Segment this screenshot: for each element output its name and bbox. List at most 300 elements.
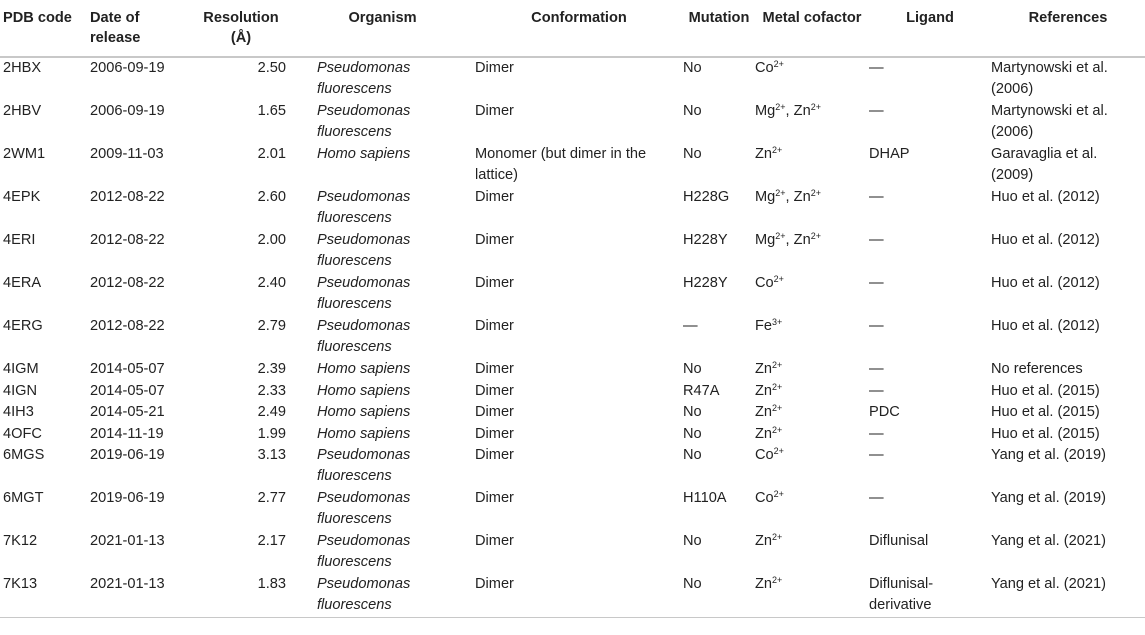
- resolution-text: 1.99: [257, 425, 286, 442]
- metal-element: Mg: [755, 232, 776, 248]
- conformation-line-1: Dimer: [475, 103, 514, 119]
- conformation-line-1: Dimer: [475, 361, 514, 377]
- ligand-line-1: —: [869, 189, 884, 205]
- cell-references: [991, 359, 1145, 381]
- cell-resolution: [192, 445, 290, 488]
- metal-charge: 2+: [810, 231, 821, 241]
- organism-line-1: Pseudomonas: [317, 576, 411, 592]
- cell-references: [991, 424, 1145, 446]
- cell-ligand: [869, 230, 991, 273]
- ligand-line-1: Diflunisal-: [869, 576, 934, 592]
- cell-metal-cofactor: $Mg^{2+}$, $Zn^{2+}$: [755, 102, 821, 119]
- cell-date: [90, 402, 192, 424]
- organism-line-1: Homo sapiens: [317, 146, 411, 162]
- ligand-line-1: —: [869, 60, 884, 76]
- table-row: [0, 187, 1145, 230]
- organism-line-1: Pseudomonas: [317, 275, 411, 291]
- cell-date: [90, 359, 192, 381]
- table-row: [0, 574, 1145, 618]
- organism-line-1: Homo sapiens: [317, 361, 411, 377]
- cell-mutation: [683, 531, 755, 574]
- organism-line-2: fluorescens: [317, 339, 392, 355]
- cell-pdb-code: [0, 359, 90, 381]
- table-row: [0, 57, 1145, 101]
- metal-charge: 2+: [773, 446, 784, 456]
- cell-date: [90, 445, 192, 488]
- reference-line-1: Huo et al. (2012): [991, 275, 1100, 291]
- organism-line-1: Homo sapiens: [317, 425, 411, 442]
- organism-line-2: fluorescens: [317, 296, 392, 312]
- cell-ligand: [869, 359, 991, 381]
- metal-charge: 2+: [773, 489, 784, 499]
- date-text: 2014-05-07: [90, 361, 165, 377]
- cell-organism: [290, 57, 475, 101]
- metal-element: Zn: [755, 533, 773, 549]
- conformation-line-1: Dimer: [475, 60, 514, 76]
- date-text: 2009-11-03: [90, 146, 164, 162]
- reference-line-1: Yang et al. (2019): [991, 447, 1106, 463]
- metal-element: Zn: [755, 404, 773, 420]
- cell-mutation: [683, 424, 755, 446]
- cell-references: [991, 144, 1145, 187]
- cell-resolution: [192, 424, 290, 446]
- cell-conformation: [475, 488, 683, 531]
- cell-pdb-code: [0, 144, 90, 187]
- cell-organism: [290, 101, 475, 144]
- metal-element: Zn: [755, 576, 773, 592]
- mutation-text: No: [683, 447, 702, 463]
- pdb-code-text: 7K12: [3, 533, 38, 549]
- metal-element: Mg: [755, 103, 776, 119]
- reference-line-1: No references: [991, 361, 1083, 377]
- cell-organism: [290, 273, 475, 316]
- metal-element: Fe: [755, 318, 773, 334]
- conformation-line-1: Dimer: [475, 533, 514, 549]
- metal-charge: 2+: [772, 360, 783, 370]
- cell-metal-cofactor: $Mg^{2+}$, $Zn^{2+}$: [755, 188, 821, 205]
- pdb-code-text: 4OFC: [3, 425, 42, 442]
- cell-metal-cofactor: [755, 574, 869, 618]
- mutation-text: No: [683, 146, 702, 162]
- cell-date: [90, 381, 192, 403]
- table-row: [0, 445, 1145, 488]
- resolution-text: 2.17: [257, 533, 286, 549]
- pdb-code-text: 4IH3: [3, 404, 34, 420]
- table-header: [0, 0, 1145, 57]
- cell-conformation: [475, 531, 683, 574]
- cell-date: [90, 144, 192, 187]
- header-metal-cofactor: Metal cofactor: [755, 0, 869, 57]
- resolution-text: 3.13: [257, 447, 286, 463]
- cell-ligand: [869, 424, 991, 446]
- cell-pdb-code: [0, 402, 90, 424]
- pdb-code-text: 6MGS: [3, 447, 45, 463]
- cell-ligand: [869, 574, 991, 618]
- organism-line-2: fluorescens: [317, 210, 392, 226]
- resolution-text: 2.50: [257, 60, 286, 76]
- cell-mutation: [683, 445, 755, 488]
- header-conformation: Conformation: [475, 0, 683, 57]
- reference-line-1: Yang et al. (2021): [991, 533, 1106, 549]
- organism-line-2: fluorescens: [317, 253, 392, 269]
- cell-mutation: [683, 101, 755, 144]
- organism-line-2: fluorescens: [317, 597, 392, 613]
- pdb-code-text: 4IGN: [3, 382, 38, 399]
- table-row: [0, 101, 1145, 144]
- cell-conformation: [475, 273, 683, 316]
- organism-line-2: fluorescens: [317, 554, 392, 570]
- cell-resolution: [192, 402, 290, 424]
- conformation-line-1: Dimer: [475, 189, 514, 205]
- conformation-line-1: Dimer: [475, 425, 514, 442]
- cell-date: [90, 574, 192, 618]
- ligand-line-1: —: [869, 232, 884, 248]
- cell-date: [90, 101, 192, 144]
- cell-resolution: [192, 359, 290, 381]
- cell-mutation: [683, 488, 755, 531]
- reference-line-1: Yang et al. (2021): [991, 576, 1106, 592]
- cell-pdb-code: [0, 488, 90, 531]
- cell-metal-cofactor: [755, 273, 869, 316]
- metal-element: Zn: [755, 146, 773, 162]
- mutation-text: No: [683, 60, 702, 76]
- ligand-line-1: —: [869, 382, 884, 399]
- conformation-line-1: Dimer: [475, 232, 514, 248]
- mutation-text: H228Y: [683, 275, 728, 291]
- cell-conformation: [475, 381, 683, 403]
- cell-references: [991, 574, 1145, 618]
- resolution-text: 2.79: [257, 318, 286, 334]
- organism-line-2: fluorescens: [317, 511, 392, 527]
- metal-charge: 2+: [772, 381, 783, 392]
- cell-pdb-code: [0, 316, 90, 359]
- metal-charge: 2+: [775, 188, 786, 198]
- cell-conformation: [475, 316, 683, 359]
- metal-element: Zn: [793, 103, 811, 119]
- date-text: 2012-08-22: [90, 318, 165, 334]
- table-row: [0, 144, 1145, 187]
- resolution-text: 2.01: [257, 146, 286, 162]
- cell-organism: [290, 402, 475, 424]
- conformation-line-1: Dimer: [475, 576, 514, 592]
- cell-conformation: [475, 359, 683, 381]
- date-text: 2006-09-19: [90, 103, 165, 119]
- cell-resolution: [192, 381, 290, 403]
- date-text: 2014-05-21: [90, 404, 165, 420]
- conformation-line-1: Monomer (but dimer in the: [475, 146, 647, 162]
- ligand-line-1: PDC: [869, 404, 900, 420]
- cell-date: [90, 531, 192, 574]
- cell-mutation: [683, 273, 755, 316]
- organism-line-1: Homo sapiens: [317, 404, 411, 420]
- cell-references: [991, 381, 1145, 403]
- mutation-text: No: [683, 425, 702, 442]
- header-organism: Organism: [290, 0, 475, 57]
- metal-charge: 2+: [775, 231, 786, 241]
- conformation-line-1: Dimer: [475, 404, 514, 420]
- cell-date: [90, 273, 192, 316]
- cell-organism: [290, 187, 475, 230]
- cell-organism: [290, 531, 475, 574]
- metal-charge: 2+: [773, 59, 784, 69]
- cell-date: [90, 424, 192, 446]
- pdb-code-text: 2HBX: [3, 60, 42, 76]
- metal-element: Co: [755, 60, 774, 76]
- header-resolution: Resolution (Å): [192, 0, 290, 57]
- cell-date: [90, 316, 192, 359]
- mutation-text: No: [683, 103, 702, 119]
- cell-mutation: [683, 402, 755, 424]
- cell-references: [991, 531, 1145, 574]
- cell-pdb-code: [0, 187, 90, 230]
- metal-charge: 2+: [772, 145, 783, 155]
- table-row: [0, 531, 1145, 574]
- cell-mutation: [683, 144, 755, 187]
- mutation-text: H228Y: [683, 232, 728, 248]
- organism-line-2: fluorescens: [317, 81, 392, 97]
- cell-mutation: [683, 230, 755, 273]
- organism-line-1: Homo sapiens: [317, 382, 411, 399]
- organism-line-1: Pseudomonas: [317, 533, 411, 549]
- reference-line-1: Garavaglia et al.: [991, 146, 1098, 162]
- cell-conformation: [475, 57, 683, 101]
- cell-pdb-code: [0, 445, 90, 488]
- cell-metal-cofactor: [755, 445, 869, 488]
- mutation-text: H228G: [683, 189, 730, 205]
- ligand-line-2: derivative: [869, 597, 932, 613]
- cell-ligand: [869, 316, 991, 359]
- cell-ligand: [869, 144, 991, 187]
- cell-mutation: [683, 57, 755, 101]
- cell-metal-cofactor: [755, 359, 869, 381]
- organism-line-1: Pseudomonas: [317, 490, 411, 506]
- cell-ligand: [869, 273, 991, 316]
- cell-metal-cofactor: $Mg^{2+}$, $Zn^{2+}$: [755, 231, 821, 248]
- cell-organism: [290, 316, 475, 359]
- organism-line-1: Pseudomonas: [317, 447, 411, 463]
- cell-conformation: [475, 101, 683, 144]
- table-row: [0, 359, 1145, 381]
- organism-line-1: Pseudomonas: [317, 318, 411, 334]
- cell-conformation: [475, 402, 683, 424]
- cell-metal-cofactor: [755, 424, 869, 446]
- cell-metal-cofactor: [755, 316, 869, 359]
- reference-line-2: (2006): [991, 81, 1034, 97]
- cell-resolution: [192, 316, 290, 359]
- metal-charge: 2+: [810, 188, 821, 198]
- cell-organism: [290, 488, 475, 531]
- cell-organism: [290, 381, 475, 403]
- metal-charge: 2+: [772, 424, 783, 435]
- resolution-text: 2.49: [257, 404, 286, 420]
- reference-line-2: (2009): [991, 167, 1034, 183]
- date-text: 2006-09-19: [90, 60, 165, 76]
- cell-ligand: [869, 402, 991, 424]
- resolution-text: 2.39: [257, 361, 286, 377]
- cell-pdb-code: [0, 424, 90, 446]
- mutation-text: No: [683, 361, 702, 377]
- cell-references: [991, 445, 1145, 488]
- cell-date: [90, 187, 192, 230]
- cell-ligand: [869, 488, 991, 531]
- pdb-code-text: 4ERI: [3, 232, 36, 248]
- date-text: 2014-05-07: [90, 382, 165, 399]
- metal-element: Zn: [755, 382, 773, 399]
- cell-resolution: [192, 273, 290, 316]
- metal-element: Zn: [793, 189, 811, 205]
- cell-resolution: [192, 230, 290, 273]
- organism-line-1: Pseudomonas: [317, 60, 411, 76]
- conformation-line-1: Dimer: [475, 382, 514, 399]
- cell-metal-cofactor: [755, 488, 869, 531]
- cell-conformation: [475, 230, 683, 273]
- metal-element: Co: [755, 490, 774, 506]
- mutation-text: H110A: [683, 490, 727, 506]
- reference-line-2: (2006): [991, 124, 1034, 140]
- reference-line-1: Huo et al. (2015): [991, 404, 1100, 420]
- ligand-line-1: —: [869, 447, 884, 463]
- cell-resolution: [192, 574, 290, 618]
- cell-ligand: [869, 445, 991, 488]
- cell-organism: [290, 574, 475, 618]
- cell-resolution: [192, 531, 290, 574]
- conformation-line-1: Dimer: [475, 318, 514, 334]
- reference-line-1: Martynowski et al.: [991, 103, 1108, 119]
- cell-mutation: [683, 187, 755, 230]
- pdb-code-text: 4ERG: [3, 318, 43, 334]
- cell-mutation: [683, 574, 755, 618]
- cell-metal-cofactor: [755, 381, 869, 403]
- resolution-text: 2.60: [257, 189, 286, 205]
- ligand-line-1: Diflunisal: [869, 533, 929, 549]
- date-text: 2019-06-19: [90, 490, 165, 506]
- cell-pdb-code: [0, 57, 90, 101]
- metal-element: Zn: [755, 425, 773, 442]
- cell-pdb-code: [0, 273, 90, 316]
- metal-charge: 2+: [772, 575, 783, 585]
- date-text: 2012-08-22: [90, 275, 165, 291]
- ligand-line-1: —: [869, 318, 884, 334]
- cell-pdb-code: [0, 574, 90, 618]
- cell-mutation: [683, 381, 755, 403]
- cell-references: [991, 187, 1145, 230]
- reference-line-1: Martynowski et al.: [991, 60, 1108, 76]
- pdb-code-text: 2HBV: [3, 103, 42, 119]
- metal-charge: 3+: [772, 317, 783, 327]
- reference-line-1: Huo et al. (2015): [991, 425, 1100, 442]
- mutation-text: R47A: [683, 382, 720, 399]
- metal-element: Co: [755, 275, 774, 291]
- metal-charge: 2+: [772, 532, 783, 542]
- table-row: [0, 316, 1145, 359]
- cell-metal-cofactor: [755, 531, 869, 574]
- metal-charge: 2+: [772, 403, 783, 413]
- organism-line-1: Pseudomonas: [317, 103, 411, 119]
- metal-element: Mg: [755, 189, 776, 205]
- table-row: [0, 273, 1145, 316]
- table-row: [0, 230, 1145, 273]
- cell-conformation: [475, 424, 683, 446]
- cell-metal-cofactor: [755, 57, 869, 101]
- mutation-text: No: [683, 404, 702, 420]
- cell-references: [991, 230, 1145, 273]
- cell-organism: [290, 144, 475, 187]
- reference-line-1: Huo et al. (2012): [991, 189, 1100, 205]
- pdb-code-text: 4EPK: [3, 189, 41, 205]
- cell-references: [991, 488, 1145, 531]
- resolution-text: 1.83: [257, 576, 286, 592]
- cell-metal-cofactor: [755, 144, 869, 187]
- pdb-code-text: 4ERA: [3, 275, 42, 291]
- table-row: [0, 488, 1145, 531]
- mutation-text: No: [683, 533, 702, 549]
- cell-resolution: [192, 488, 290, 531]
- cell-ligand: [869, 101, 991, 144]
- cell-references: [991, 316, 1145, 359]
- date-text: 2021-01-13: [90, 576, 165, 592]
- pdb-code-text: 6MGT: [3, 490, 44, 506]
- conformation-line-2: lattice): [475, 167, 518, 183]
- organism-line-1: Pseudomonas: [317, 189, 411, 205]
- cell-pdb-code: [0, 230, 90, 273]
- cell-references: [991, 402, 1145, 424]
- date-text: 2021-01-13: [90, 533, 165, 549]
- table-row: [0, 402, 1145, 424]
- cell-resolution: [192, 57, 290, 101]
- cell-references: [991, 101, 1145, 144]
- mutation-text: —: [683, 318, 698, 334]
- conformation-line-1: Dimer: [475, 275, 514, 291]
- resolution-text: 2.00: [257, 232, 286, 248]
- cell-pdb-code: [0, 101, 90, 144]
- cell-conformation: [475, 445, 683, 488]
- cell-resolution: [192, 187, 290, 230]
- cell-pdb-code: [0, 531, 90, 574]
- table-row: [0, 424, 1145, 446]
- ligand-line-1: —: [869, 490, 884, 506]
- cell-date: [90, 230, 192, 273]
- cell-ligand: [869, 57, 991, 101]
- header-date-of-release: Date of release: [90, 0, 192, 57]
- header-pdb-code: PDB code: [0, 0, 90, 57]
- metal-element: Zn: [793, 232, 811, 248]
- cell-mutation: [683, 316, 755, 359]
- metal-charge: 2+: [810, 102, 821, 112]
- cell-references: [991, 273, 1145, 316]
- cell-resolution: [192, 101, 290, 144]
- mutation-text: No: [683, 576, 702, 592]
- pdb-code-text: 4IGM: [3, 361, 39, 377]
- cell-conformation: [475, 574, 683, 618]
- cell-organism: [290, 359, 475, 381]
- resolution-text: 1.65: [257, 103, 286, 119]
- reference-line-1: Yang et al. (2019): [991, 490, 1106, 506]
- organism-line-2: fluorescens: [317, 468, 392, 484]
- cell-metal-cofactor: [755, 402, 869, 424]
- ligand-line-1: —: [869, 361, 884, 377]
- pdb-code-text: 7K13: [3, 576, 38, 592]
- metal-charge: 2+: [773, 274, 784, 284]
- metal-element: Zn: [755, 361, 773, 377]
- conformation-line-1: Dimer: [475, 490, 514, 506]
- header-references: References: [991, 0, 1145, 57]
- reference-line-1: Huo et al. (2012): [991, 318, 1100, 334]
- date-text: 2012-08-22: [90, 189, 165, 205]
- resolution-text: 2.40: [257, 275, 286, 291]
- cell-ligand: [869, 381, 991, 403]
- header-mutation: Mutation: [683, 0, 755, 57]
- cell-mutation: [683, 359, 755, 381]
